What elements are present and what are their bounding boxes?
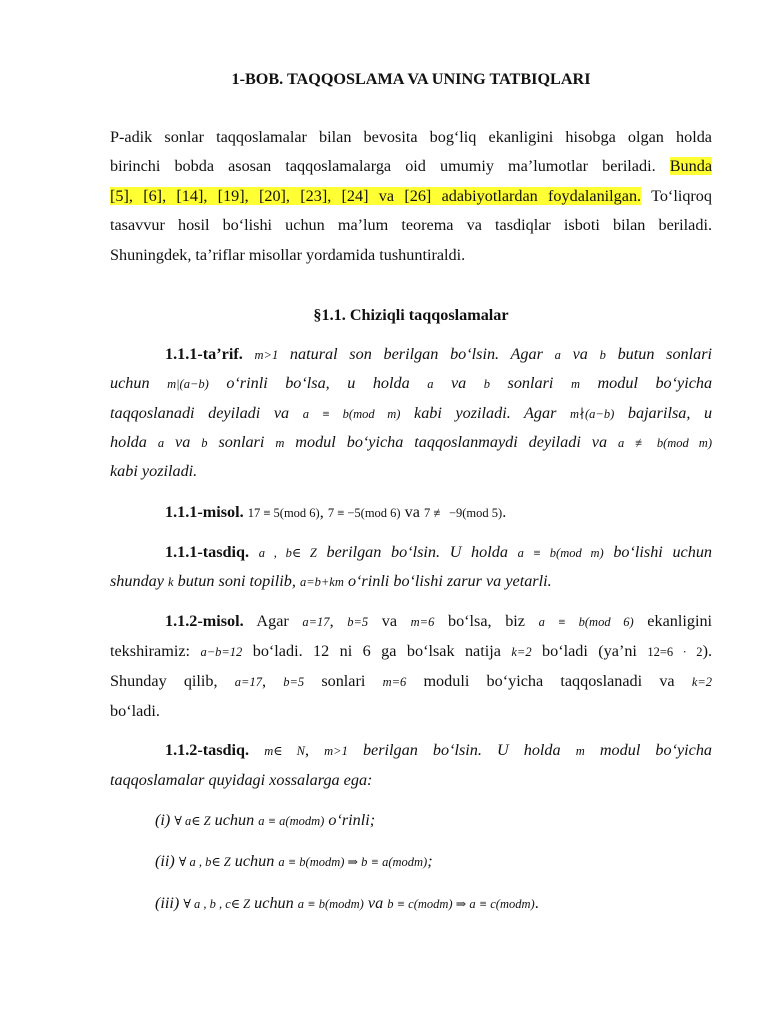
formula: a ≢ b(mod m) [618, 436, 712, 450]
definition-text: uchun [110, 374, 150, 392]
definition-label: 1.1.1-ta’rif. [165, 345, 243, 363]
example-label: 1.1.2-misol. [165, 612, 244, 630]
example-text: moduli bo‘yicha taqqoslanadi va [423, 672, 675, 690]
formula: b [201, 436, 208, 450]
example-text: bo‘ladi. 12 ni 6 ga bo‘lsak natija [252, 642, 501, 660]
definition-text: va [572, 345, 588, 363]
example-2-line-3 [110, 671, 712, 692]
definition-line-1 [110, 344, 712, 365]
property-text: o‘rinli; [328, 811, 376, 829]
formula: ∀ a , b , c∈ Z [183, 897, 251, 911]
formula: 7 ≡ −5(mod 6) [327, 506, 401, 520]
claim-text: butun soni topilib, [177, 572, 296, 590]
claim-2-line-2: taqqoslamalar quyidagi xossalarga ega: [110, 771, 373, 789]
definition-text: taqqoslanadi deyiladi va [110, 404, 290, 422]
highlighted-text: [5], [6], [14], [19], [20], [23], [24] va [26] adabiyotlardan foydalanilgan. [110, 187, 642, 205]
formula: a ≡ b(mod 6) [538, 615, 634, 629]
definition-text: va [450, 374, 467, 392]
formula: 7 ≢ −9(mod 5) [423, 506, 503, 520]
example-text: sonlari [321, 672, 366, 690]
highlighted-text: Bunda [669, 157, 712, 175]
formula: m [570, 377, 580, 391]
intro-line-3 [110, 186, 712, 206]
formula: b=5 [283, 675, 305, 689]
definition-text: sonlari [507, 374, 554, 392]
formula: a ≡ b(mod m) [302, 407, 401, 421]
formula: a=b+km [299, 575, 344, 589]
claim-text: o‘rinli bo‘lishi zarur va yetarli. [347, 572, 552, 590]
formula: a ≡ b(modm) [297, 897, 364, 911]
example-1 [110, 502, 712, 523]
example-text: Shunday qilib, [110, 672, 218, 690]
property-i [110, 810, 712, 831]
formula: ∀ a , b∈ Z [178, 855, 231, 869]
formula: a=17 [234, 675, 262, 689]
separator: , [304, 741, 310, 759]
example-text: ). [702, 642, 712, 660]
claim-label: 1.1.2-tasdiq. [165, 741, 250, 759]
example-text: bo‘ladi (ya’ni [542, 642, 637, 660]
formula: a−b=12 [200, 645, 243, 659]
claim-text: berilgan bo‘lsin. U holda [326, 543, 508, 561]
formula: b [483, 377, 491, 391]
formula: a=17 [302, 615, 330, 629]
formula: m=6 [382, 675, 407, 689]
intro-text: To‘liqroq [651, 187, 712, 205]
formula: a , b∈ Z [258, 546, 317, 560]
formula: m [275, 436, 285, 450]
example-2-line-2 [110, 641, 712, 662]
formula: a ≡ a(modm) [258, 814, 325, 828]
formula: m>1 [324, 744, 348, 758]
definition-line-3 [110, 403, 712, 424]
example-label: 1.1.1-misol. [165, 503, 244, 521]
chapter-title: 1-BOB. TAQQOSLAMA VA UNING TATBIQLARI [231, 70, 591, 88]
example-text: va [381, 612, 398, 630]
formula: b=5 [347, 615, 369, 629]
formula: a [157, 436, 165, 450]
formula: 17 ≡ 5(mod 6) [247, 506, 320, 520]
definition-text: va [175, 433, 191, 451]
property-label: (iii) [155, 894, 180, 912]
definition-text: holda [110, 433, 147, 451]
property-text: va [367, 894, 384, 912]
definition-text: o‘rinli bo‘lsa, u holda [226, 374, 410, 392]
separator: , [319, 503, 324, 521]
property-text: uchun [254, 894, 294, 912]
definition-line-4 [110, 432, 712, 453]
example-2-line-1 [110, 611, 712, 632]
formula: m|(a−b) [167, 377, 209, 391]
claim-text: modul bo‘yicha [599, 741, 713, 759]
definition-text: bajarilsa, u [627, 404, 713, 422]
claim-1-line-2 [110, 571, 712, 592]
definition-text: butun sonlari [617, 345, 713, 363]
formula: m>1 [254, 348, 279, 362]
claim-2-line-1 [110, 740, 712, 761]
formula: k [168, 575, 174, 589]
property-iii [110, 893, 712, 914]
intro-line-5: Shuningdek, ta’riflar misollar yordamida tushuntiraldi. [110, 246, 466, 264]
formula: a ≡ b(mod m) [517, 546, 604, 560]
formula: m∤(a−b) [570, 407, 615, 421]
example-text: Agar [256, 612, 289, 630]
intro-text: birinchi bobda asosan taqqoslamalarga oid umumiy ma’lumotlar beriladi. [110, 157, 656, 175]
claim-label: 1.1.1-tasdiq. [165, 543, 250, 561]
definition-text: sonlari [218, 433, 265, 451]
property-label: (i) [155, 811, 171, 829]
example-text: bo‘lsa, biz [447, 612, 525, 630]
intro-line-1: P-adik sonlar taqqoslamalar bilan bevosita bog‘liq ekanligini hisobga olgan holda [110, 128, 712, 146]
claim-text: shunday [110, 572, 164, 590]
formula: m∈ N [264, 744, 305, 758]
formula: 12=6 · 2 [647, 645, 703, 659]
example-text: ekanligini [647, 612, 713, 630]
definition-line-2 [110, 373, 712, 394]
formula: a [427, 377, 434, 391]
formula: k=2 [511, 645, 532, 659]
formula: b ≡ c(modm) ⇒ a ≡ c(modm) [387, 897, 535, 911]
section-title: §1.1. Chiziqli taqqoslamalar [313, 306, 509, 324]
formula: k=2 [691, 675, 713, 689]
definition-text: natural son berilgan bo‘lsin. Agar [289, 345, 543, 363]
formula: a [554, 348, 561, 362]
claim-1-line-1 [110, 542, 712, 563]
intro-line-2 [110, 156, 712, 176]
separator: , [329, 612, 334, 630]
claim-text: berilgan bo‘lsin. U holda [362, 741, 561, 759]
separator: . [502, 503, 507, 521]
formula: m=6 [410, 615, 435, 629]
property-label: (ii) [155, 852, 175, 870]
example-text: va [404, 503, 420, 521]
intro-line-4: tasavvur hosil bo‘lishi uchun ma’lum teorema va tasdiqlar isboti bilan beriladi. [110, 216, 712, 234]
example-text: tekshiramiz: [110, 642, 191, 660]
definition-text: modul bo‘yicha [597, 374, 713, 392]
property-text: ; [427, 852, 433, 870]
property-text: uchun [234, 852, 275, 870]
example-2-line-4: bo‘ladi. [110, 702, 160, 720]
property-text: uchun [214, 811, 255, 829]
definition-text: kabi yoziladi. Agar [414, 404, 557, 422]
claim-text: bo‘lishi uchun [613, 543, 713, 561]
formula: ∀ a∈ Z [174, 814, 211, 828]
property-text: . [534, 894, 539, 912]
definition-text: modul bo‘yicha taqqoslanmaydi deyiladi va [295, 433, 608, 451]
definition-line-5: kabi yoziladi. [110, 462, 198, 480]
formula: a ≡ b(modm) ⇒ b ≡ a(modm) [278, 855, 428, 869]
separator: , [261, 672, 266, 690]
formula: m [575, 744, 585, 758]
formula: b [599, 348, 606, 362]
property-ii [110, 851, 712, 872]
